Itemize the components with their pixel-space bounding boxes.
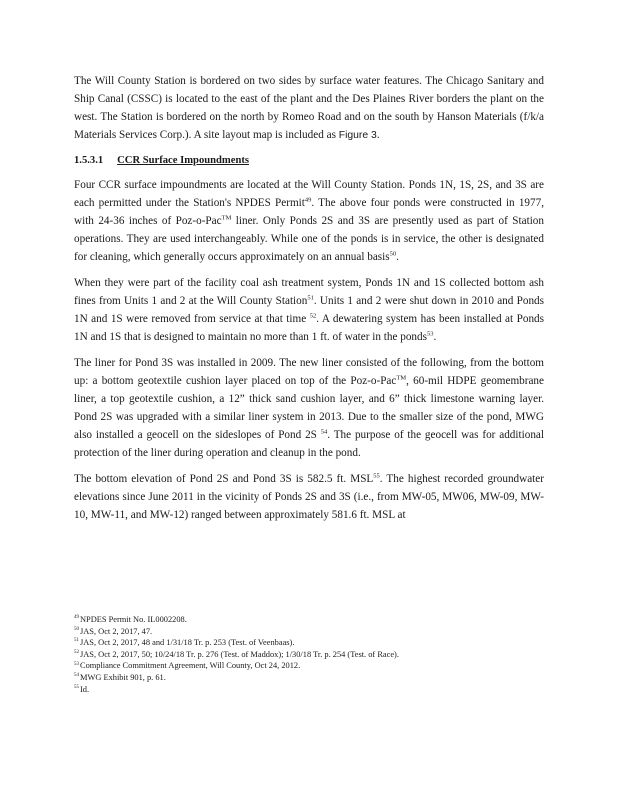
paragraph-ponds-1n-1s: When they were part of the facility coal ash treatment system, Ponds 1N and 1S collected bottom ash fines from Units 1 and 2 at the Will County Station$^{51}$. Units 1 and 2 were shut down in 2010 and Ponds 1N and 1S were removed from service at that time $^{52}$. A dewatering system has been installed at Ponds 1N and 1S that is designed to maintain no more than 1 ft. of water in the ponds$^{53}$. xyxy=(74,277,544,343)
paragraph-liner: The liner for Pond 3S was installed in 2009. The new liner consisted of the following, from the bottom up: a bottom geotextile cushion layer placed on top of the Poz-o-Pac™, 60-mil HDPE geomembrane liner, a top geotextile cushion, a 12” thick sand cushion layer, and 6” thick limestone warning layer. Pond 2S was upgraded with a similar liner system in 2013. Due to the smaller size of the pond, MWG also installed a geocell on the sideslopes of Pond 2S $^{54}$. The purpose of the geocell was for additional protection of the liner during operation and cleanup in the pond. xyxy=(74,357,544,459)
footnote-ref: 55 xyxy=(373,472,380,480)
paragraph-elevation: The bottom elevation of Pond 2S and Pond 3S is 582.5 ft. MSL$^{55}$. The highest recorded groundwater elevations since June 2011 in the vicinity of Ponds 2S and 3S (i.e., from MW-05, MW06, MW-09, MW-10, MW-11, and MW-12) ranged between approximately 581.6 ft. MSL at xyxy=(74,472,544,521)
footnote: $^{49}$NPDES Permit No. IL0002208. xyxy=(74,615,187,624)
paragraph-site-description: The Will County Station is bordered on two sides by surface water features. The Chicago Sanitary and Ship Canal (CSSC) is located to the east of the plant and the Des Plaines River borders the plant on the west. The Station is bordered on the north by Romeo Road and on the south by Hanson Materials (f/k/a Materials Services Corp.). A site layout map is included as Figure 3. xyxy=(74,75,544,141)
trademark-mark: TM xyxy=(396,374,407,382)
paragraph-impoundments: Four CCR surface impoundments are located at the Will County Station. Ponds 1N, 1S, 2S, and 3S are each permitted under the Station's NPDES Permit$^{49}$. The above four ponds were constructed in 1977, with 24-36 inches of Poz-o-Pac™ liner. Only Ponds 2S and 3S are presently used as part of Station operations. They are used interchangeably. While one of the ponds is in service, the other is designated for cleaning, which generally occurs approximately on an annual basis$^{50}$. xyxy=(74,179,544,263)
section-title: CCR Surface Impoundments xyxy=(117,155,249,166)
body-text xyxy=(74,72,544,532)
footnotes xyxy=(74,614,544,695)
footnote: $^{53}$Compliance Commitment Agreement, Will County, Oct 24, 2012. xyxy=(74,661,301,671)
footnote: $^{55}$Id. xyxy=(74,684,90,694)
footnote-ref: 51 xyxy=(307,294,314,302)
trademark-mark: TM xyxy=(221,214,232,222)
footnote-ref: 50 xyxy=(389,250,397,258)
section-number: 1.5.3.1 xyxy=(74,155,104,166)
footnote-ref: 53 xyxy=(426,330,434,338)
footnote-ref: 52 xyxy=(309,312,317,320)
footnote-ref: 54 xyxy=(320,428,328,436)
footnote: $^{50}$JAS, Oct 2, 2017, 47. xyxy=(74,626,153,636)
figure-reference: Figure 3 xyxy=(338,130,377,141)
footnote: $^{52}$JAS, Oct 2, 2017, 50; 10/24/18 Tr. p. 276 (Test. of Maddox); 1/30/18 Tr. p. 254 (Test. of Race). xyxy=(74,649,399,659)
section-heading xyxy=(74,153,544,169)
footnote: $^{51}$JAS, Oct 2, 2017, 48 and 1/31/18 Tr. p. 253 (Test. of Veenbaas). xyxy=(74,638,295,648)
footnote: $^{54}$MWG Exhibit 901, p. 61. xyxy=(74,672,166,682)
footnote-ref: 49 xyxy=(304,196,312,204)
